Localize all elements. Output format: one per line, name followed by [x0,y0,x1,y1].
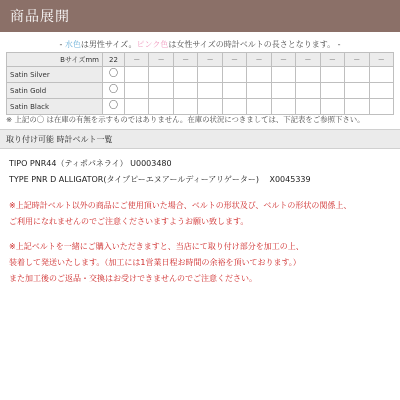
warning-line: ご利用になれませんのでご注意くださいますようお願い致します。 [9,217,249,226]
availability-cell [296,83,320,99]
availability-cell [271,67,295,83]
availability-cell [247,99,271,115]
size-col-header: － [173,53,197,67]
availability-cell [345,83,369,99]
availability-cell [271,99,295,115]
availability-cell [320,67,344,83]
note-part2: は女性サイズの時計ベルトの長さとなります。 - [168,40,341,49]
section-title: 商品展開 [10,9,70,25]
availability-cell [173,67,197,83]
availability-cell [149,83,173,99]
warning-line: 装着して発送いたします。（加工には1営業日程お時間の余裕を頂いております。） [9,258,301,267]
availability-cell [125,67,149,83]
availability-cell [222,83,246,99]
availability-cell: 〇 [103,67,125,83]
availability-cell [198,83,222,99]
availability-cell [369,67,393,83]
availability-cell [149,67,173,83]
availability-cell [173,83,197,99]
warning-line: また加工後のご返品・交換はお受けできませんのでご注意ください。 [9,274,257,283]
availability-cell [369,99,393,115]
availability-cell [345,67,369,83]
belt-item: TIPO PNR44（ティポパネライ） U0003480 [9,159,172,168]
availability-cell [149,99,173,115]
availability-cell: 〇 [103,83,125,99]
model-name: Satin Gold [7,83,103,99]
size-col-header: － [296,53,320,67]
belt-section-title [0,129,400,149]
availability-cell [198,99,222,115]
size-color-note [0,39,400,50]
size-col-header: － [345,53,369,67]
availability-cell [296,99,320,115]
availability-cell [125,83,149,99]
table-row [7,83,394,99]
size-header-row [7,53,394,67]
availability-cell [125,99,149,115]
availability-cell [271,83,295,99]
availability-cell [247,67,271,83]
size-col-header: － [320,53,344,67]
table-row [7,67,394,83]
size-table [6,52,394,115]
availability-cell [296,67,320,83]
availability-cell [247,83,271,99]
availability-cell [369,83,393,99]
size-col-header: 22 [103,53,125,67]
availability-cell [222,99,246,115]
size-col-header: － [198,53,222,67]
availability-cell [320,99,344,115]
size-corner-label: Bサイズmm [7,53,103,67]
availability-cell: 〇 [103,99,125,115]
model-name: Satin Silver [7,67,103,83]
size-col-header: － [271,53,295,67]
model-name: Satin Black [7,99,103,115]
availability-cell [173,99,197,115]
warning-line: ※上記ベルトを一緒にご購入いただきますと、当店にて取り付け部分を加工の上、 [9,242,304,251]
size-col-header: － [247,53,271,67]
belt-item: TYPE PNR D ALLIGATOR(タイプピーエヌアールディーアリゲーター) X0045339 [9,175,311,184]
size-col-header: － [125,53,149,67]
belt-section-title-text: 取り付け可能 時計ベルト一覧 [6,134,113,144]
availability-cell [320,83,344,99]
note-blue-word: 水色 [64,40,81,49]
stock-note: ※ 上記の〇 は在庫の有無を示すものではありません。在庫の状況につきましては、下記表をご参照下さい。 [6,115,365,124]
section-title-bar [0,0,400,32]
size-col-header: － [222,53,246,67]
note-prefix: - [59,40,65,49]
size-col-header: － [369,53,393,67]
note-part1: は男性サイズ。 [80,40,137,49]
size-col-header: － [149,53,173,67]
availability-cell [222,67,246,83]
availability-cell [198,67,222,83]
availability-cell [345,99,369,115]
table-row [7,99,394,115]
warning-line: ※上記時計ベルト以外の商品にご使用頂いた場合、ベルトの形状及び、ベルトの形状の関係上、 [9,201,352,210]
note-pink-word: ピンク色 [136,40,169,49]
